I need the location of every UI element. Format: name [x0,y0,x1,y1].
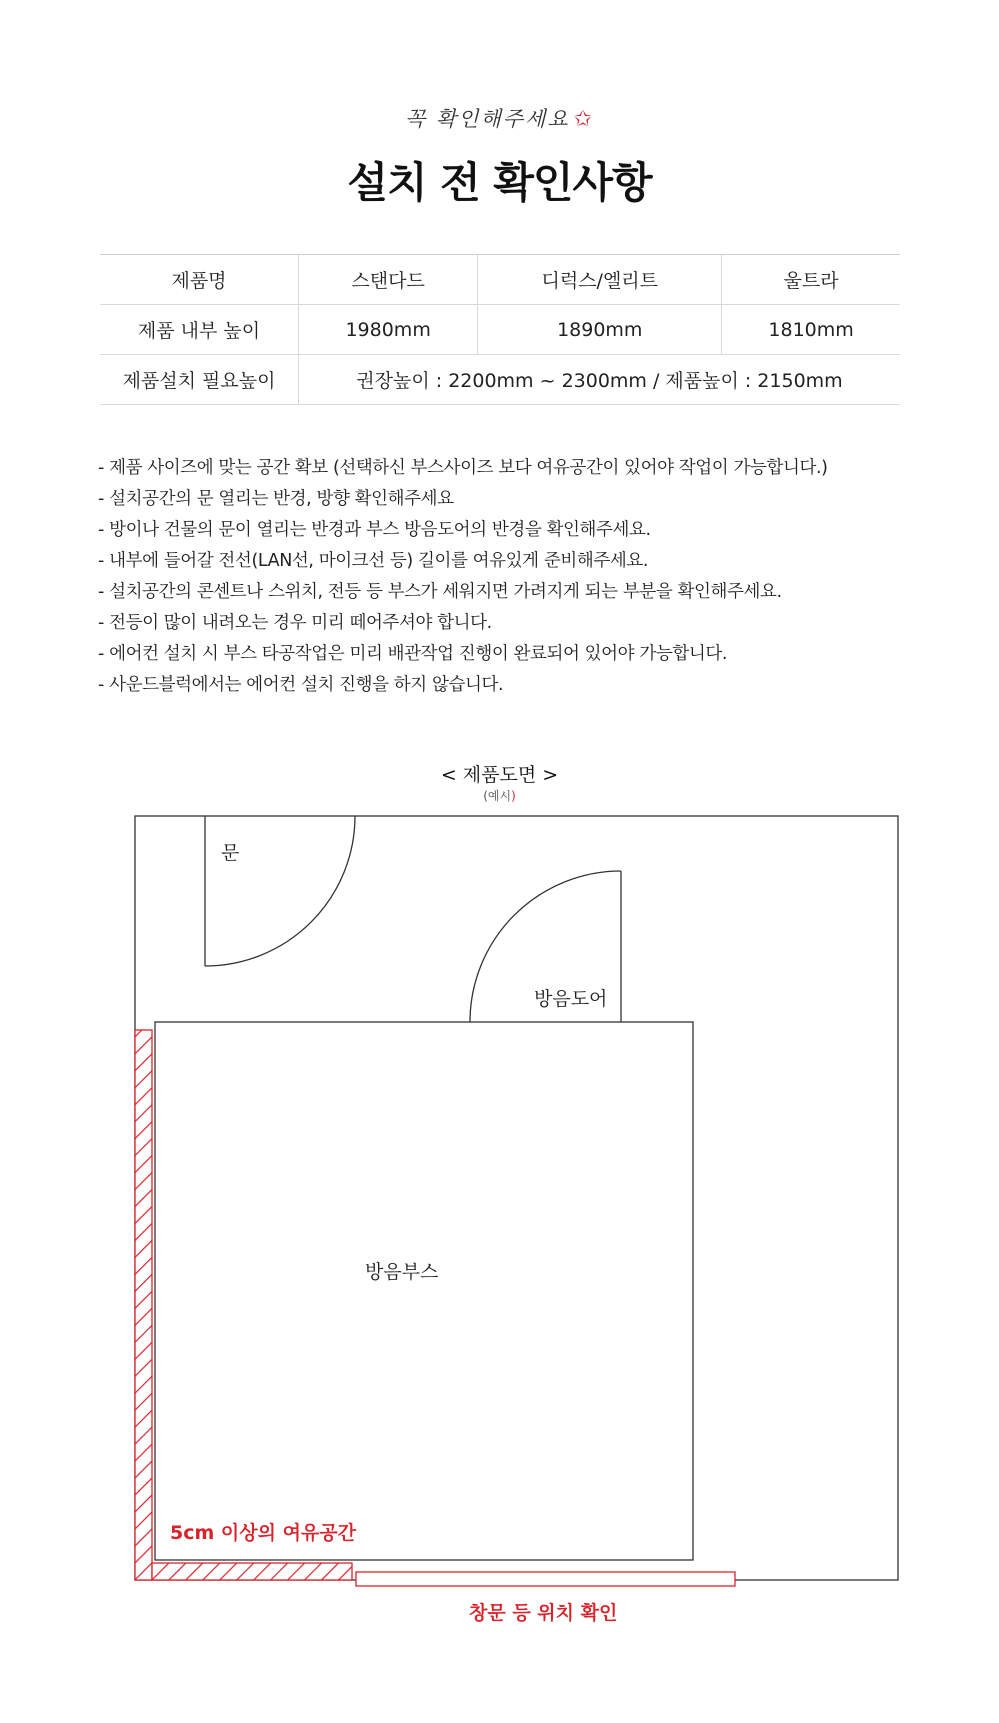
page-title: 설치 전 확인사항 [347,158,652,207]
table-cell: 권장높이 : 2200mm ~ 2300mm / 제품높이 : 2150mm [299,355,901,405]
star-icon: ✩ [573,107,595,132]
list-item: - 설치공간의 콘센트나 스위치, 전등 등 부스가 세워지면 가려지게 되는 부분을 확인해주세요. [98,582,782,602]
table-header-cell: 제품설치 필요높이 [100,355,299,405]
list-item: - 전등이 많이 내려오는 경우 미리 떼어주셔야 합니다. [98,613,492,633]
table-cell: 1890mm [478,305,722,355]
window-marker [356,1572,735,1586]
list-item: - 설치공간의 문 열리는 반경, 방향 확인해주세요 [98,489,454,509]
table-cell: 디럭스/엘리트 [478,255,722,305]
table-cell: 1980mm [299,305,478,355]
table-cell: 스탠다드 [299,255,478,305]
clearance-hatch-left [135,1030,152,1580]
list-item: - 방이나 건물의 문이 열리는 반경과 부스 방음도어의 반경을 확인해주세요. [98,520,651,540]
clearance-label: 5cm 이상의 여유공간 [170,1522,356,1544]
list-item: - 에어컨 설치 시 부스 타공작업은 미리 배관작업 진행이 완료되어 있어야 가능합니다. [98,644,728,664]
booth-outline [155,1022,693,1560]
booth-door-label: 방음도어 [534,988,608,1010]
figure-subtitle-close: ) [511,789,516,803]
table-header-cell: 제품 내부 높이 [100,305,299,355]
figure-subtitle-open: (예시 [483,789,512,803]
booth-label: 방음부스 [365,1261,439,1283]
door-label: 문 [221,842,240,864]
list-item: - 제품 사이즈에 맞는 공간 확보 (선택하신 부스사이즈 보다 여유공간이 있어야 작업이 가능합니다.) [98,458,828,478]
table-cell: 울트라 [722,255,900,305]
clearance-hatch-bottom [152,1563,352,1580]
table-header-cell: 제품명 [100,255,299,305]
table-cell: 1810mm [722,305,900,355]
list-item: - 내부에 들어갈 전선(LAN선, 마이크선 등) 길이를 여유있게 준비해주세요. [98,551,649,571]
subtitle-text: 꼭 확인해주세요 [404,107,570,131]
window-label: 창문 등 위치 확인 [469,1602,618,1624]
figure-title: < 제품도면 > [440,764,559,786]
list-item: - 사운드블럭에서는 에어컨 설치 진행을 하지 않습니다. [98,675,504,695]
